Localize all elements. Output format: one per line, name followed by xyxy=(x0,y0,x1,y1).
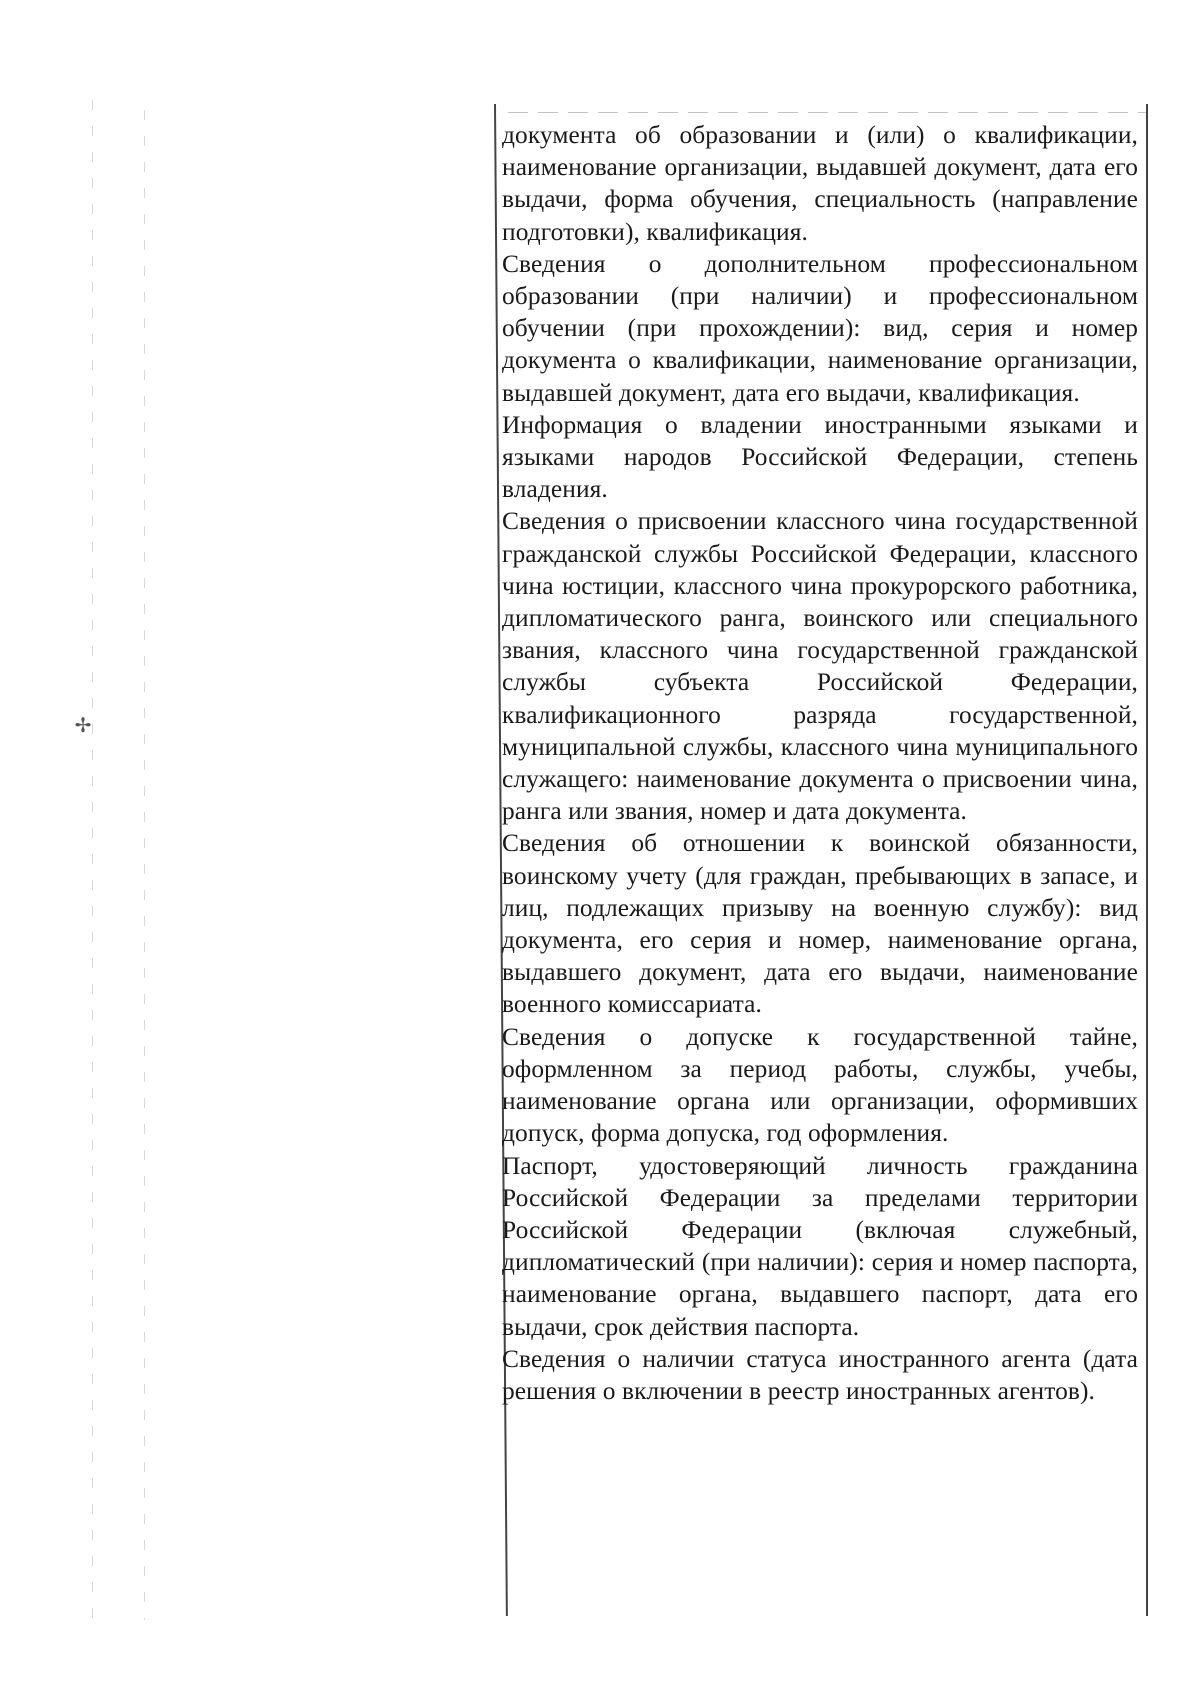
table-cell xyxy=(494,104,1148,1616)
paragraph-languages: Информация о владении иностранными языками и языками народов Российской Федерации, степень владения. xyxy=(502,410,1138,504)
paragraph-military-duty: Сведения об отношении к воинской обязанности, воинскому учету (для граждан, пребывающих в запасе, и лиц, подлежащих призыву на военную службу): вид документа, его серия и номер, наименование органа, выдавшего документ, дата его выдачи, наименование военного комиссариата. xyxy=(502,829,1138,1019)
paragraph-education-document: документа об образовании и (или) о квалификации, наименование организации, выдавшей документ, дата его выдачи, форма обучения, специальность (направление подготовки), квалификация. xyxy=(502,121,1138,246)
scan-artifact-mark: ✢ xyxy=(74,715,92,737)
paragraph-state-secret: Сведения о допуске к государственной тайне, оформленном за период работы, службы, учебы, наименование органа или организации, оформивших допуск, форма допуска, год оформления. xyxy=(502,1022,1138,1148)
paragraph-class-rank: Сведения о присвоении классного чина государственной гражданской службы Российской Федерации, классного чина юстиции, классного чина прокурорского работника, дипломатического ранга, воинского или специального звания, классного чина государственной гражданской службы субъекта Российской Федерации, квалификационного разряда государственной, муниципальной службы, классного чина муниципального служащего: наименование документа о присвоении чина, ранга или звания, номер и дата документа. xyxy=(502,507,1138,826)
scan-artifact-line xyxy=(92,100,93,1620)
scan-artifact-line xyxy=(144,110,145,1620)
paragraph-additional-education: Сведения о дополнительном профессиональном образовании (при наличии) и профессиональном обучении (при прохождении): вид, серия и номер документа о квалификации, наименование организации, выдавшей документ, дата его выдачи, квалификация. xyxy=(502,249,1138,407)
paragraph-foreign-agent: Сведения о наличии статуса иностранного агента (дата решения о включении в реестр иностранных агентов). xyxy=(502,1344,1138,1405)
cell-text xyxy=(502,119,1138,1407)
table-cell-right-border xyxy=(1146,104,1148,1616)
paragraph-foreign-passport: Паспорт, удостоверяющий личность гражданина Российской Федерации за пределами территории Российской Федерации (включая служебный, дипломатический (при наличии): серия и номер паспорта, наименование органа, выдавшего паспорт, дата его выдачи, срок действия паспорта. xyxy=(502,1151,1138,1341)
